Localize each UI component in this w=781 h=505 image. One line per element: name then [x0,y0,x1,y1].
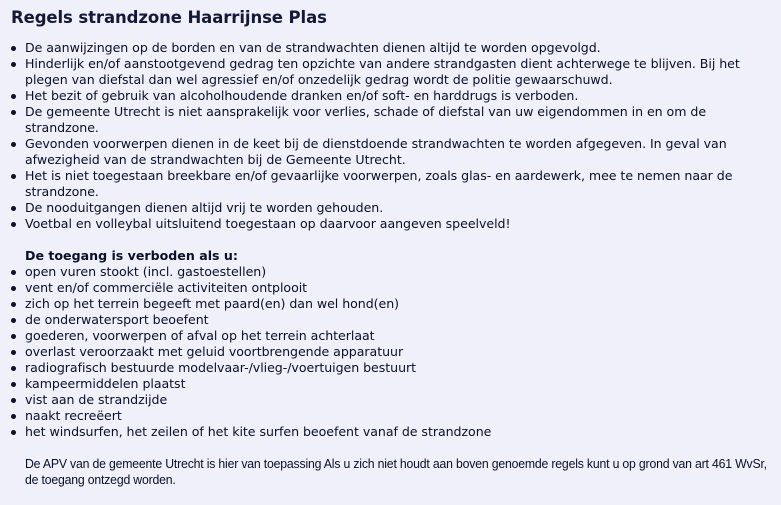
rule-text: Het is niet toegestaan breekbare en/of gevaarlijke voorwerpen, zoals glas- en aardewerk, mee te nemen naar de strandzone. [25,168,733,199]
bullet-icon [11,174,16,179]
bullet-icon [11,398,16,403]
prohibited-text: overlast veroorzaakt met geluid voortbrengende apparatuur [25,344,404,359]
prohibited-text: de onderwatersport beoefent [25,312,209,327]
prohibited-item [11,392,770,408]
rule-item [11,200,770,216]
bullet-icon [11,206,16,211]
bullet-icon [11,302,16,307]
rule-item [11,104,770,136]
rule-item [11,56,770,88]
bullet-icon [11,142,16,147]
rule-item [11,216,770,232]
prohibited-text: naakt recreëert [25,408,122,423]
page-title: Regels strandzone Haarrijnse Plas [11,8,327,27]
prohibited-item [11,328,770,344]
bullet-icon [11,334,16,339]
bullet-icon [11,382,16,387]
prohibited-text: het windsurfen, het zeilen of het kite surfen beoefent vanaf de strandzone [25,424,492,439]
prohibited-text: zich op het terrein begeeft met paard(en) dan wel hond(en) [25,296,400,311]
bullet-icon [11,414,16,419]
bullet-icon [11,286,16,291]
rule-text: De aanwijzingen op de borden en van de strandwachten dienen altijd te worden opgevolgd. [25,40,601,55]
rule-text: De gemeente Utrecht is niet aansprakelijk voor verlies, schade of diefstal van uw eigendommen in en om de strandzone. [25,104,707,135]
bullet-icon [11,270,16,275]
prohibited-item [11,344,770,360]
prohibited-item [11,424,770,440]
prohibited-text: vist aan de strandzijde [25,392,168,407]
rule-text: Het bezit of gebruik van alcoholhoudende dranken en/of soft- en harddrugs is verboden. [25,88,579,103]
bullet-icon [11,366,16,371]
bullet-icon [11,94,16,99]
footer-note: De APV van de gemeente Utrecht is hier van toepassing Als u zich niet houdt aan boven genoemde regels kunt u op grond van art 461 WvSr, de toegang ontzegd worden. [25,456,767,487]
rule-item [11,88,770,104]
prohibited-item [11,376,770,392]
prohibited-item [11,296,770,312]
bullet-icon [11,110,16,115]
prohibited-text: vent en/of commerciële activiteiten ontplooit [25,280,308,295]
rule-text: Gevonden voorwerpen dienen in de keet bij de dienstdoende strandwachten te worden afgegeven. In geval van afwezigheid van de strandwachten bij de Gemeente Utrecht. [25,136,727,167]
rule-text: De nooduitgangen dienen altijd vrij te worden gehouden. [25,200,384,215]
rule-item [11,168,770,200]
rule-item [11,136,770,168]
prohibited-list [11,264,781,440]
bullet-icon [11,62,16,67]
bullet-icon [11,46,16,51]
bullet-icon [11,222,16,227]
prohibited-text: open vuren stookt (incl. gastoestellen) [25,264,267,279]
prohibited-item [11,408,770,424]
bullet-icon [11,318,16,323]
prohibited-item [11,312,770,328]
rule-text: Voetbal en volleybal uitsluitend toegestaan op daarvoor aangeven speelveld! [25,216,511,231]
prohibited-item [11,280,770,296]
prohibited-item [11,264,770,280]
rule-text: Hinderlijk en/of aanstootgevend gedrag ten opzichte van andere strandgasten dient achterwege te blijven. Bij het plegen van diefstal dan wel agressief en/of onzedelijk gedrag wordt de politie gewaarschuwd. [25,56,740,87]
prohibited-text: kampeermiddelen plaatst [25,376,186,391]
prohibited-text: radiografisch bestuurde modelvaar-/vlieg-/voertuigen bestuurt [25,360,417,375]
bullet-icon [11,350,16,355]
rules-list [11,40,781,232]
bullet-icon [11,430,16,435]
rule-item [11,40,770,56]
prohibited-heading: De toegang is verboden als u: [25,248,238,263]
prohibited-text: goederen, voorwerpen of afval op het terrein achterlaat [25,328,375,343]
prohibited-item [11,360,770,376]
